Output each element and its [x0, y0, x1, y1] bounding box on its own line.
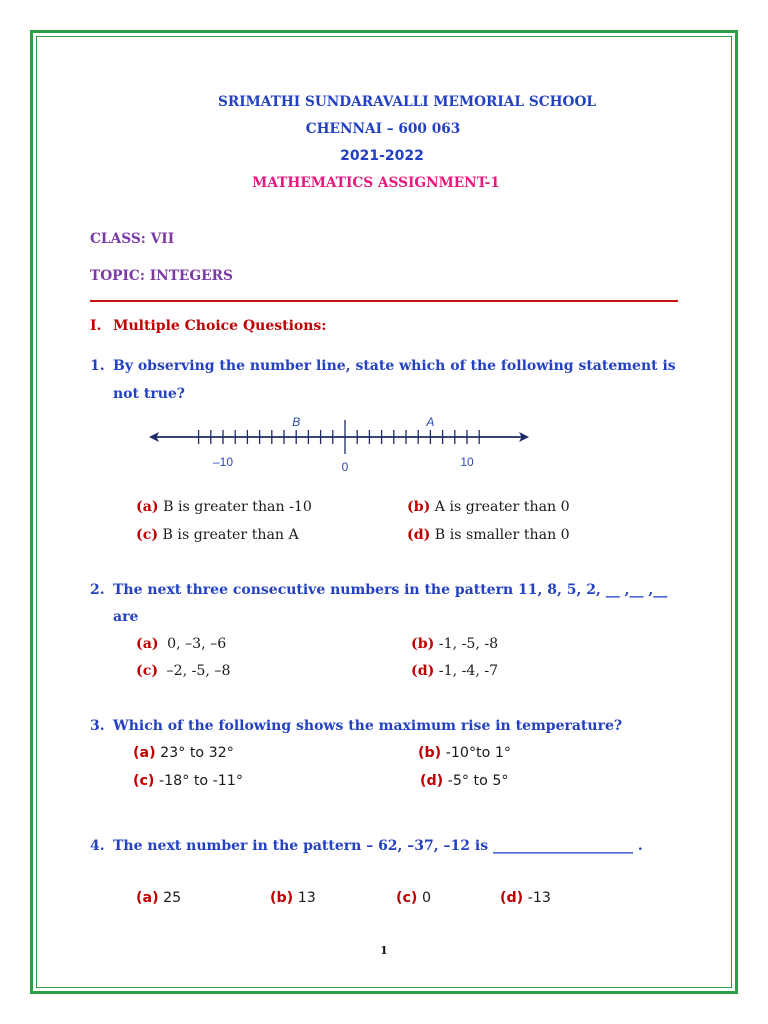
option-text: -13: [527, 890, 551, 906]
option-label: (a): [136, 499, 159, 515]
option-label: (b): [407, 499, 431, 515]
option-label: (b): [270, 890, 294, 906]
school-name: SRIMATHI SUNDARAVALLI MEMORIAL SCHOOL: [217, 94, 597, 110]
question-4-text-line-1: The next number in the pattern – 62, –37, –12 is ____________________ .: [113, 838, 643, 854]
option-text: B is greater than A: [162, 527, 299, 543]
option-text: -10°to 1°: [445, 745, 512, 761]
number-line-tick-label: 0: [341, 460, 349, 474]
option-text: 23° to 32°: [160, 745, 234, 761]
question-4-option-c: [396, 890, 431, 906]
question-3-option-d: [420, 773, 508, 789]
option-label: (a): [136, 636, 159, 652]
option-label: (d): [420, 773, 444, 789]
question-2-option-a: [136, 636, 226, 652]
option-label: (c): [136, 663, 159, 679]
school-location: CHENNAI – 600 063: [305, 121, 461, 137]
question-4-option-d: [500, 890, 551, 906]
option-text: -5° to 5°: [447, 773, 509, 789]
option-text: B is smaller than 0: [434, 527, 570, 543]
option-text: -1, -4, -7: [438, 663, 499, 679]
number-line-figure: [146, 410, 536, 476]
question-3-option-a: [133, 745, 234, 761]
question-2-text-line-2: are: [113, 609, 139, 625]
section-title: Multiple Choice Questions:: [113, 318, 327, 334]
question-1-option-b: [407, 499, 570, 515]
option-label: (c): [396, 890, 418, 906]
option-label: (b): [411, 636, 435, 652]
question-2-option-d: [411, 663, 498, 679]
question-1-text-line-2: not true?: [113, 386, 185, 402]
question-1-option-a: [136, 499, 312, 515]
page-number: 1: [380, 944, 388, 957]
question-2-number: 2.: [90, 582, 105, 598]
number-line-tick-label: –10: [212, 455, 234, 469]
question-2-text-line-1: The next three consecutive numbers in the pattern 11, 8, 5, 2, __ ,__ ,__: [113, 582, 668, 598]
option-text: -1, -5, -8: [438, 636, 499, 652]
option-text: 25: [163, 890, 182, 906]
option-label: (c): [133, 773, 155, 789]
option-text: 0, –3, –6: [167, 636, 227, 652]
question-2-option-c: [136, 663, 230, 679]
question-1-option-d: [407, 527, 570, 543]
question-2-option-b: [411, 636, 498, 652]
academic-year: 2021-2022: [340, 148, 424, 164]
option-text: -18° to -11°: [158, 773, 243, 789]
option-text: A is greater than 0: [434, 499, 570, 515]
question-4-number: 4.: [90, 838, 105, 854]
assignment-title: MATHEMATICS ASSIGNMENT-1: [252, 175, 500, 191]
option-label: (d): [407, 527, 431, 543]
option-label: (a): [133, 745, 156, 761]
topic-label: TOPIC: INTEGERS: [90, 268, 233, 284]
option-text: –2, -5, –8: [166, 663, 231, 679]
question-3-text-line-1: Which of the following shows the maximum rise in temperature?: [113, 718, 623, 734]
option-text: B is greater than -10: [163, 499, 312, 515]
number-line-point-b: B: [292, 415, 301, 429]
option-label: (c): [136, 527, 159, 543]
option-label: (a): [136, 890, 159, 906]
section-number: I.: [90, 318, 102, 334]
question-1-number: 1.: [90, 358, 105, 374]
option-label: (d): [500, 890, 524, 906]
question-1-option-c: [136, 527, 299, 543]
number-line-tick-label: 10: [460, 455, 474, 469]
number-line-point-a: A: [426, 415, 435, 429]
option-text: 13: [297, 890, 316, 906]
question-3-option-b: [418, 745, 511, 761]
option-label: (d): [411, 663, 435, 679]
header-divider: [90, 300, 678, 302]
question-1-text-line-1: By observing the number line, state which of the following statement is: [113, 358, 676, 374]
question-3-option-c: [133, 773, 243, 789]
question-4-option-a: [136, 890, 181, 906]
option-label: (b): [418, 745, 442, 761]
option-text: 0: [421, 890, 432, 906]
question-3-number: 3.: [90, 718, 105, 734]
class-label: CLASS: VII: [90, 231, 175, 247]
question-4-option-b: [270, 890, 316, 906]
number-line-labels: [213, 415, 474, 474]
